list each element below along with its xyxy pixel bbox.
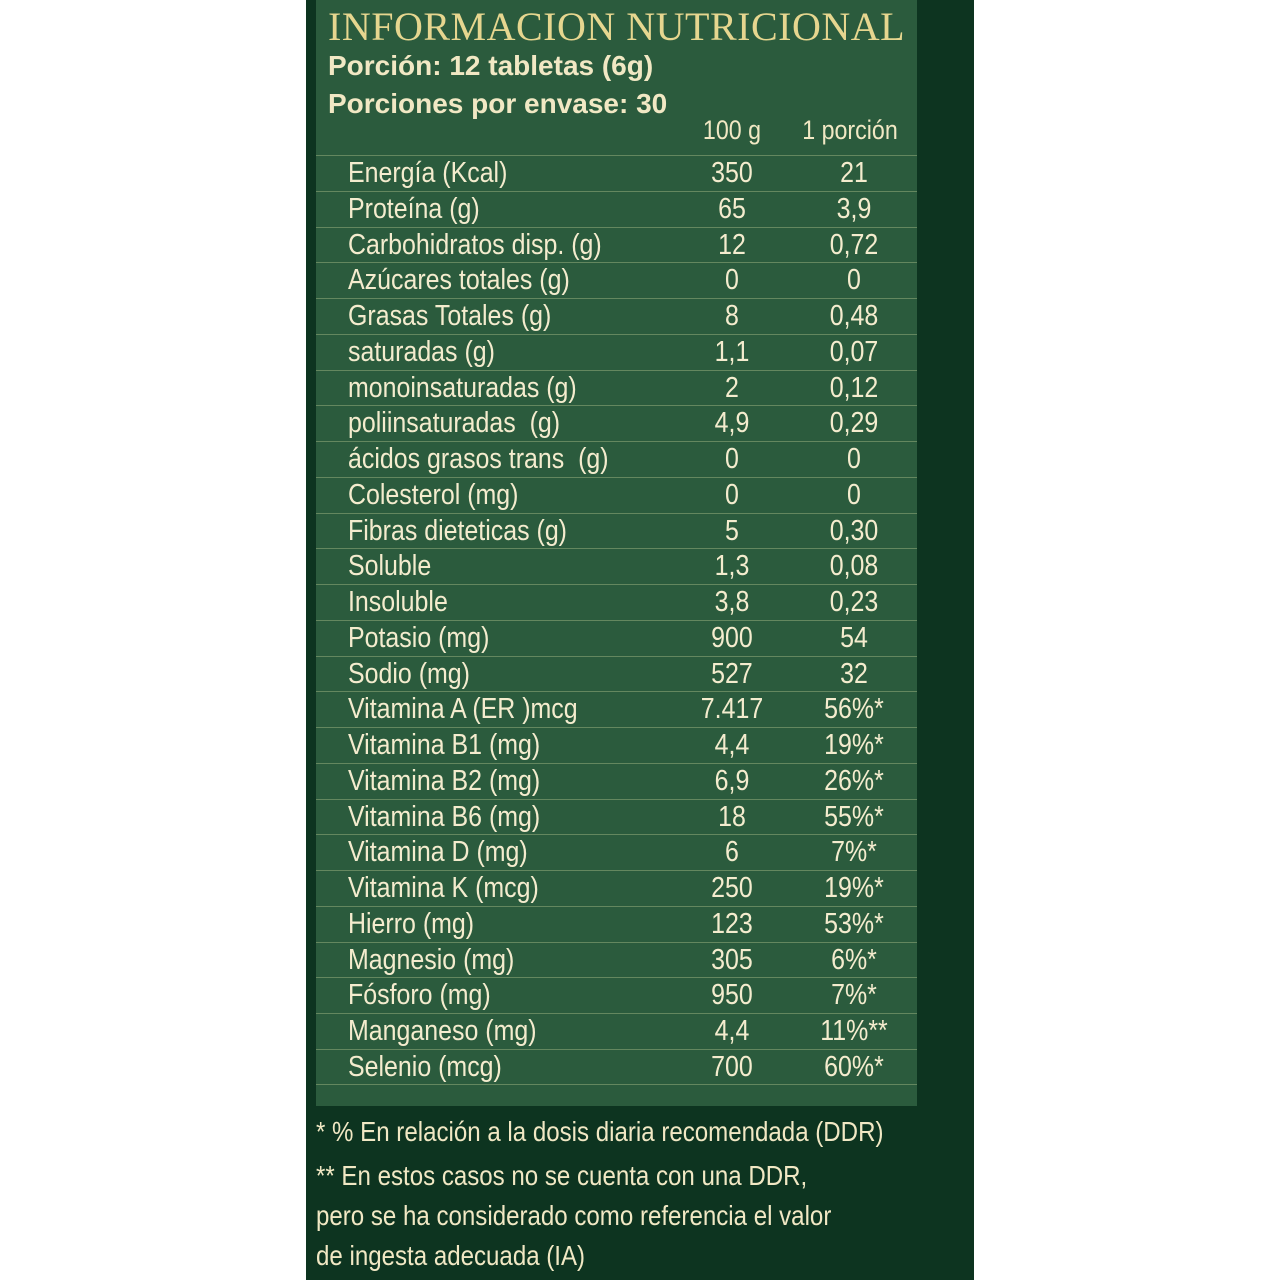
nutrient-name: Grasas Totales (g) bbox=[348, 300, 552, 332]
value-per-100g: 0 bbox=[725, 264, 739, 297]
value-per-100g: 527 bbox=[711, 657, 753, 690]
value-per-serving: 60%* bbox=[824, 1050, 884, 1083]
table-row bbox=[316, 906, 917, 942]
table-row bbox=[316, 513, 917, 549]
nutrient-name: Magnesio (mg) bbox=[348, 943, 515, 976]
value-per-100g: 8 bbox=[725, 300, 739, 332]
value-per-serving: 0,12 bbox=[829, 371, 879, 404]
table-row bbox=[316, 548, 917, 584]
value-per-100g: 123 bbox=[711, 907, 753, 940]
value-per-serving: 21 bbox=[840, 157, 868, 189]
value-per-serving: 0 bbox=[847, 264, 861, 297]
value-per-serving: 56%* bbox=[824, 693, 884, 726]
value-per-serving: 0,23 bbox=[829, 586, 879, 618]
nutrient-name: monoinsaturadas (g) bbox=[348, 371, 577, 404]
table-row bbox=[316, 477, 917, 513]
column-header-per-100g: 100 g bbox=[702, 115, 762, 145]
table-row bbox=[316, 977, 917, 1013]
value-per-serving: 0,30 bbox=[829, 514, 879, 547]
footnote-ia-line-2: pero se ha considerado como referencia el valor bbox=[316, 1200, 832, 1231]
column-header-per-serving: 1 porción bbox=[802, 115, 898, 145]
value-per-serving: 0,29 bbox=[829, 407, 879, 440]
nutrient-name: Fibras dieteticas (g) bbox=[348, 514, 568, 547]
value-per-serving: 19%* bbox=[824, 872, 884, 904]
value-per-serving: 6%* bbox=[831, 943, 877, 976]
nutrient-name: Colesterol (mg) bbox=[348, 478, 519, 511]
value-per-100g: 900 bbox=[711, 621, 753, 654]
nutrient-name: Soluble bbox=[348, 550, 432, 583]
value-per-100g: 3,8 bbox=[714, 586, 750, 618]
table-row bbox=[316, 405, 917, 441]
value-per-100g: 1,1 bbox=[714, 335, 750, 368]
value-per-100g: 0 bbox=[725, 478, 739, 511]
table-row bbox=[316, 620, 917, 656]
nutrient-name: Carbohidratos disp. (g) bbox=[348, 228, 602, 261]
value-per-100g: 305 bbox=[711, 943, 753, 976]
value-per-100g: 700 bbox=[711, 1050, 753, 1083]
nutrient-name: ácidos grasos trans (g) bbox=[348, 443, 609, 475]
nutrient-name: Vitamina A (ER )mcg bbox=[348, 693, 578, 726]
value-per-100g: 250 bbox=[711, 872, 753, 904]
table-row bbox=[316, 763, 917, 799]
value-per-serving: 32 bbox=[840, 657, 868, 690]
table-row bbox=[316, 298, 917, 334]
table-row bbox=[316, 227, 917, 263]
nutrient-name: Energía (Kcal) bbox=[348, 157, 508, 189]
value-per-serving: 3,9 bbox=[836, 192, 872, 225]
nutrient-name: Vitamina B6 (mg) bbox=[348, 800, 541, 833]
table-row bbox=[316, 155, 917, 191]
nutrient-name: Vitamina B2 (mg) bbox=[348, 764, 541, 797]
table-row bbox=[316, 191, 917, 227]
value-per-serving: 53%* bbox=[824, 907, 884, 940]
nutrient-name: Sodio (mg) bbox=[348, 657, 470, 690]
value-per-100g: 0 bbox=[725, 443, 739, 475]
table-row bbox=[316, 262, 917, 298]
value-per-serving: 0,07 bbox=[829, 335, 879, 368]
nutrient-name: Fósforo (mg) bbox=[348, 979, 491, 1012]
value-per-serving: 55%* bbox=[824, 800, 884, 833]
nutrient-name: Hierro (mg) bbox=[348, 907, 475, 940]
table-row bbox=[316, 1013, 917, 1049]
value-per-serving: 0,08 bbox=[829, 550, 879, 583]
value-per-100g: 4,4 bbox=[714, 1015, 750, 1047]
value-per-serving: 19%* bbox=[824, 729, 884, 761]
value-per-serving: 0 bbox=[847, 443, 861, 475]
table-row bbox=[316, 799, 917, 835]
value-per-serving: 0,72 bbox=[829, 228, 879, 261]
value-per-100g: 5 bbox=[725, 514, 739, 547]
table-row bbox=[316, 942, 917, 978]
footnote-ia-line-1: ** En estos casos no se cuenta con una DDR, bbox=[316, 1160, 808, 1191]
value-per-100g: 65 bbox=[718, 192, 746, 225]
value-per-100g: 2 bbox=[725, 371, 739, 404]
nutrient-name: Potasio (mg) bbox=[348, 621, 490, 654]
table-row bbox=[316, 584, 917, 620]
serving-size: Porción: 12 tabletas (6g) bbox=[328, 50, 654, 81]
value-per-serving: 7%* bbox=[831, 979, 877, 1012]
nutrient-table bbox=[316, 155, 917, 1085]
value-per-100g: 4,4 bbox=[714, 729, 750, 761]
nutrient-name: poliinsaturadas (g) bbox=[348, 407, 561, 440]
value-per-100g: 950 bbox=[711, 979, 753, 1012]
table-row bbox=[316, 870, 917, 906]
value-per-100g: 1,3 bbox=[714, 550, 750, 583]
label-title: INFORMACION NUTRICIONAL bbox=[328, 4, 906, 49]
value-per-serving: 0,48 bbox=[829, 300, 879, 332]
nutrient-name: Manganeso (mg) bbox=[348, 1015, 537, 1047]
value-per-100g: 6 bbox=[725, 836, 739, 869]
servings-per-container: Porciones por envase: 30 bbox=[328, 88, 668, 119]
nutrient-name: Vitamina B1 (mg) bbox=[348, 729, 541, 761]
nutrient-name: saturadas (g) bbox=[348, 335, 495, 368]
value-per-serving: 11%** bbox=[820, 1015, 888, 1047]
nutrient-name: Selenio (mcg) bbox=[348, 1050, 502, 1083]
footnote-ddr: * % En relación a la dosis diaria recomendada (DDR) bbox=[316, 1116, 884, 1147]
nutrient-name: Proteína (g) bbox=[348, 192, 480, 225]
table-row bbox=[316, 1049, 917, 1085]
value-per-100g: 4,9 bbox=[714, 407, 750, 440]
table-row bbox=[316, 656, 917, 692]
value-per-serving: 7%* bbox=[831, 836, 877, 869]
nutrient-name: Azúcares totales (g) bbox=[348, 264, 570, 297]
nutrient-name: Vitamina D (mg) bbox=[348, 836, 528, 869]
table-row bbox=[316, 727, 917, 763]
value-per-100g: 7.417 bbox=[700, 693, 764, 726]
nutrient-name: Vitamina K (mcg) bbox=[348, 872, 539, 904]
nutrient-name: Insoluble bbox=[348, 586, 448, 618]
table-row bbox=[316, 834, 917, 870]
value-per-100g: 12 bbox=[718, 228, 746, 261]
table-row bbox=[316, 441, 917, 477]
value-per-100g: 6,9 bbox=[714, 764, 750, 797]
value-per-100g: 18 bbox=[718, 800, 746, 833]
table-row bbox=[316, 334, 917, 370]
table-row bbox=[316, 691, 917, 727]
value-per-serving: 26%* bbox=[824, 764, 884, 797]
table-row bbox=[316, 370, 917, 406]
value-per-serving: 0 bbox=[847, 478, 861, 511]
value-per-100g: 350 bbox=[711, 157, 753, 189]
footnote-ia-line-3: de ingesta adecuada (IA) bbox=[316, 1240, 586, 1271]
value-per-serving: 54 bbox=[840, 621, 868, 654]
